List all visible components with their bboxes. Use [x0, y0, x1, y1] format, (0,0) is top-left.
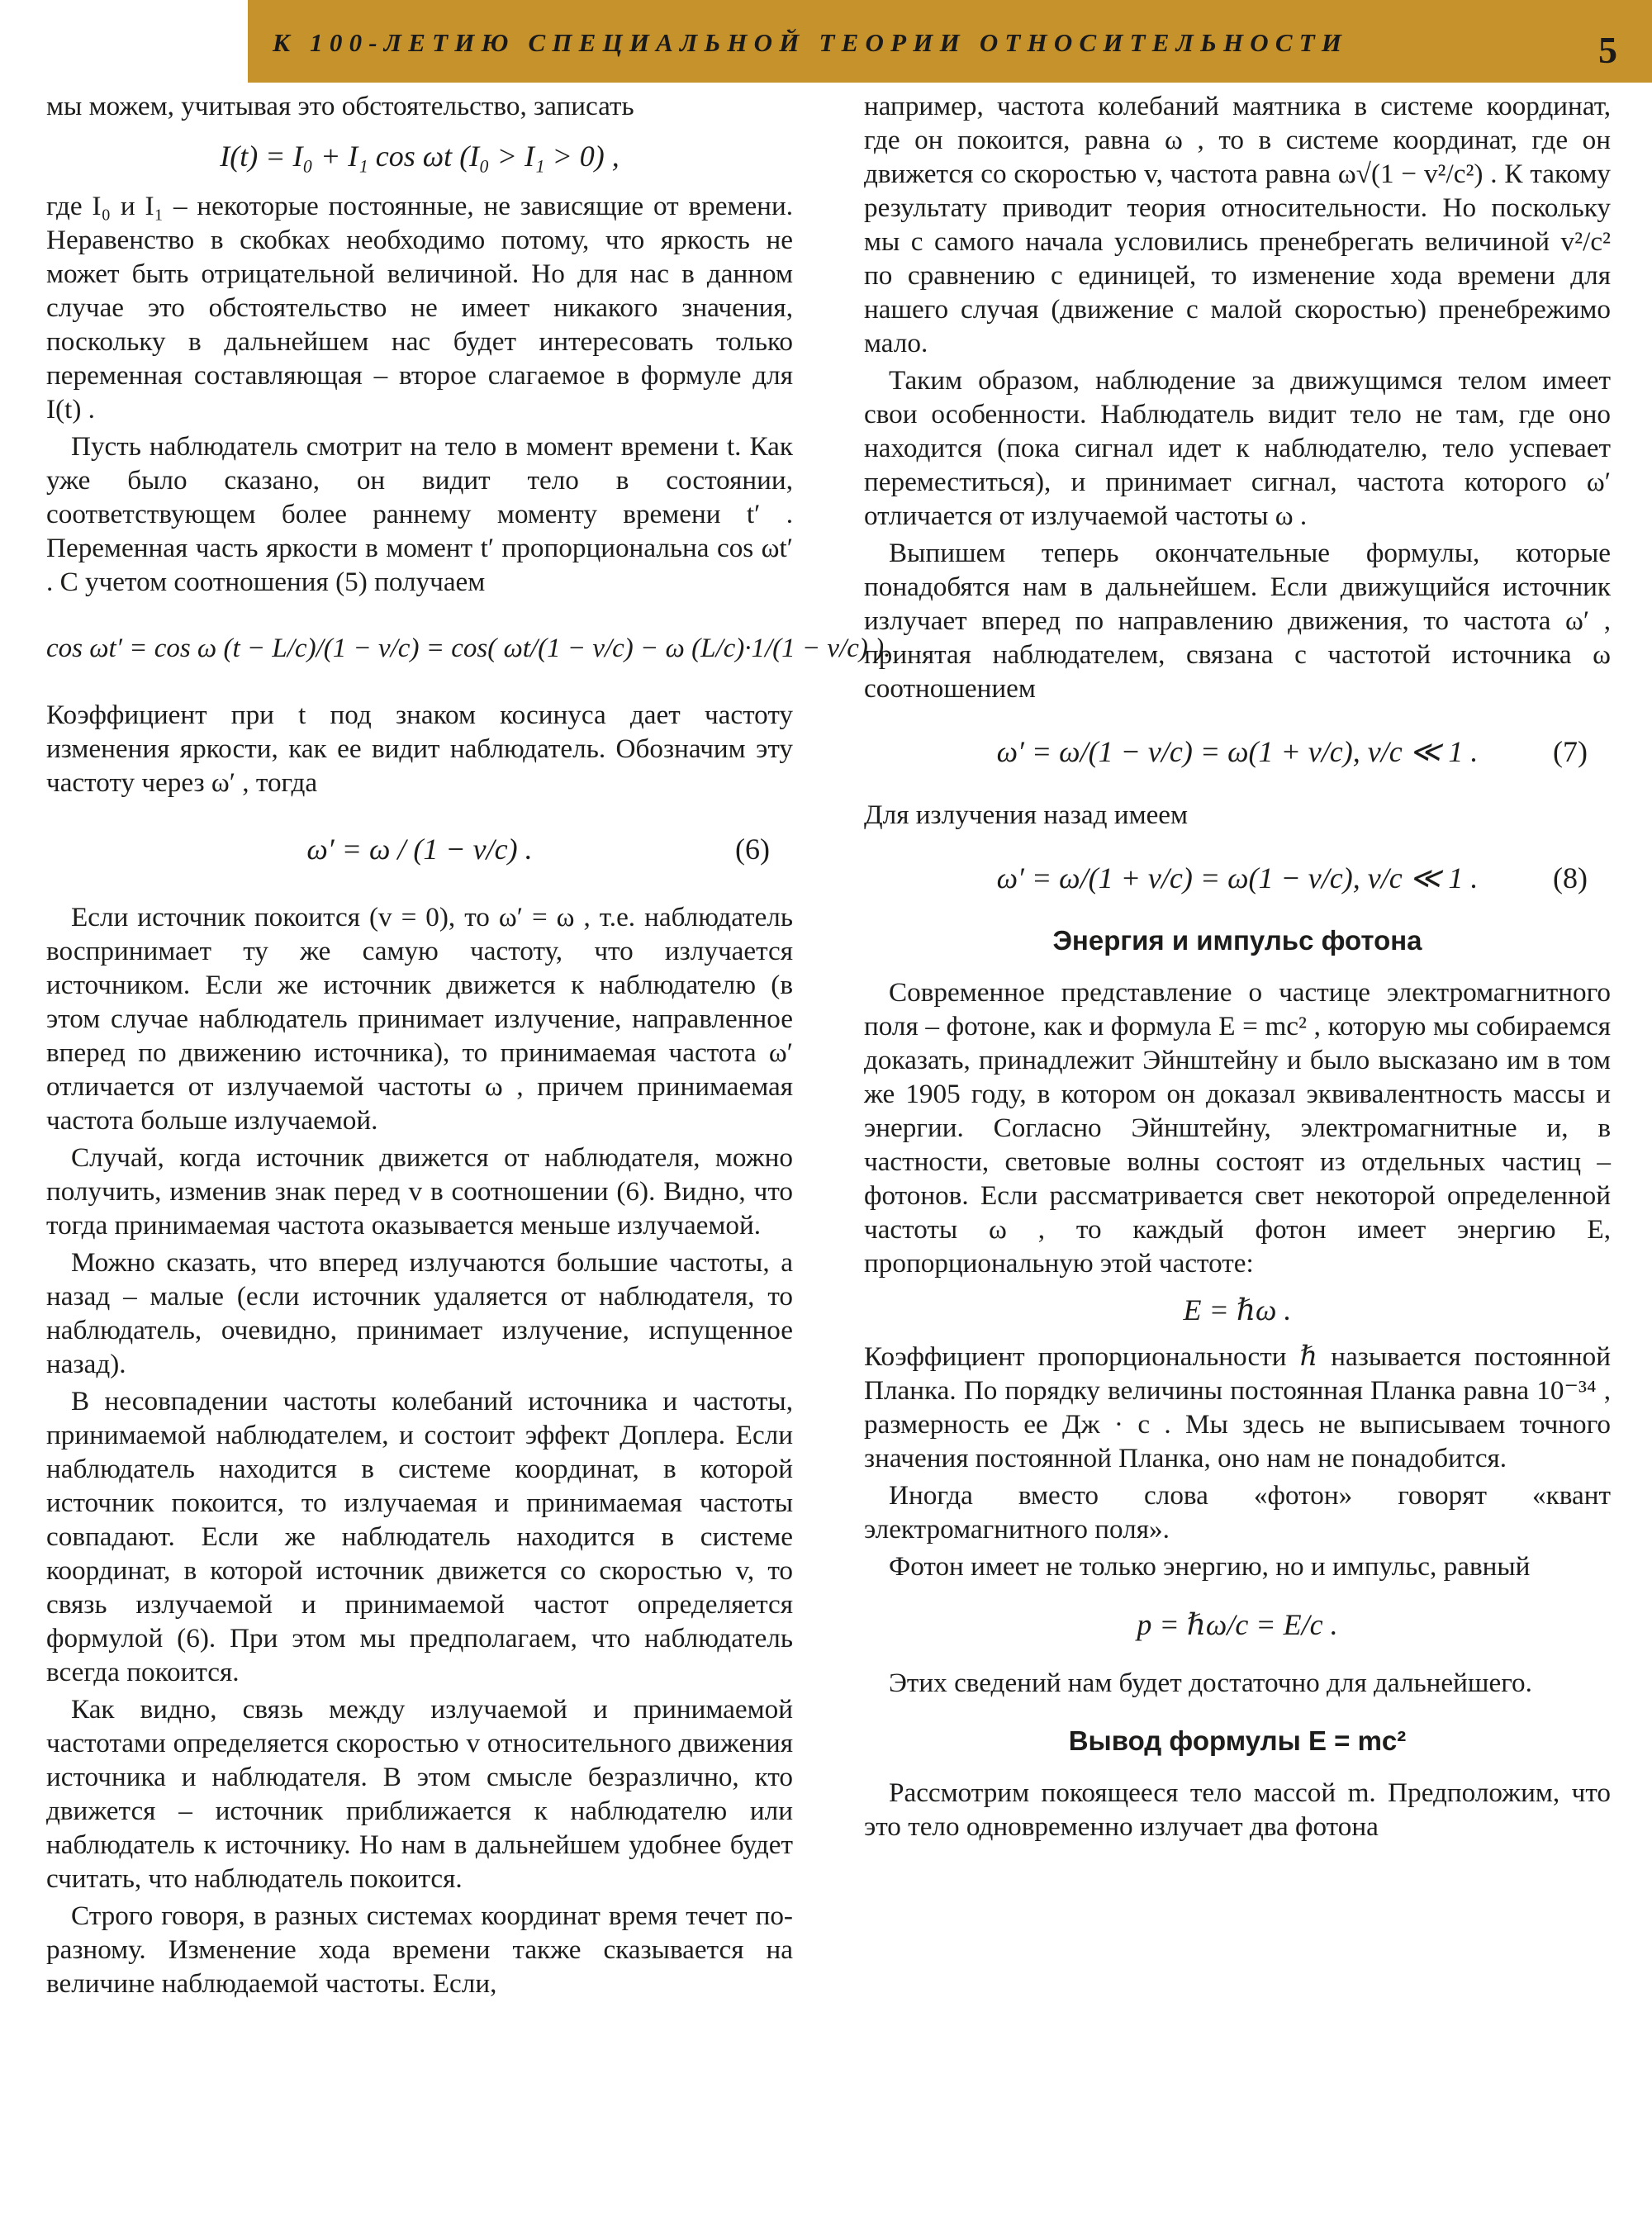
formula-with-number	[864, 733, 1611, 770]
formula: p = ℏω/c = E/c .	[1137, 1608, 1338, 1641]
paragraph: Коэффициент пропорциональности ℏ называется постоянной Планка. По порядку величины постоянная Планка равна 10⁻³⁴ , размерность ее Дж · с . Мы здесь не выписываем точного значения постоянной Планка, оно нам не понадобится.	[864, 1341, 1611, 1473]
paragraph: Иногда вместо слова «фотон» говорят «квант электромагнитного поля».	[864, 1480, 1611, 1545]
paragraph: Для излучения назад имеем	[864, 800, 1189, 830]
paragraph: Этих сведений нам будет достаточно для дальнейшего.	[889, 1668, 1532, 1698]
page-number: 5	[1598, 29, 1617, 71]
section-heading: Вывод формулы E = mc²	[1068, 1725, 1407, 1756]
paragraph: например, частота колебаний маятника в системе координат, где он покоится, равна ω , то в системе координат, где он движется со скоростью v, частота равна ω√(1 − v²/c²) . К такому результату приводит теория относительности. Но поскольку мы с самого начала условились пренебрегать величиной v²/c² по сравнению с единицей, то изменение хода времени для нашего случая (движение с малой скоростью) пренебрежимо мало.	[864, 91, 1611, 358]
paragraph: Можно сказать, что вперед излучаются большие частоты, а назад – малые (если источник удаляется от наблюдателя, то наблюдатель, очевидно, принимает излучение, испущенное назад).	[46, 1247, 793, 1379]
formula: ω′ = ω/(1 + v/c) = ω(1 − v/c), v/c ≪ 1 .	[996, 861, 1479, 894]
paragraph: Таким образом, наблюдение за движущимся телом имеет свои особенности. Наблюдатель видит тело не там, где оно находится (пока сигнал идет к наблюдателю, тело успевает переместиться), и принимает сигнал, частота которого ω′ отличается от излучаемой частоты ω .	[864, 365, 1611, 531]
paragraph: В несовпадении частоты колебаний источника и частоты, принимаемой наблюдателем, и состоит эффект Доплера. Если наблюдатель находится в системе координат, в которой источник покоится, то излучаемая и принимаемая частоты совпадают. Если же наблюдатель находится в системе координат, в которой источник движется со скоростью v, то связь излучаемой и принимаемой частот определяется формулой (6). При этом мы предполагаем, что наблюдатель всегда покоится.	[46, 1386, 793, 1687]
formula: I(t) = I₀ + I₁ cos ωt (I₀ > I₁ > 0) ,	[220, 140, 620, 173]
formula: cos ωt′ = cos ω (t − L/c)/(1 − v/c) = cos( ωt/(1 − v/c) − ω (L/c)·1/(1 − v/c) ).	[46, 633, 891, 663]
formula-with-number	[46, 831, 793, 867]
formula: E = ℏω .	[1183, 1293, 1292, 1326]
left-column	[46, 89, 891, 2000]
paragraph: где I₀ и I₁ – некоторые постоянные, не зависящие от времени. Неравенство в скобках необходимо потому, что яркость не может быть отрицательной величиной. Но для нас в данном случае это обстоятельство не имеет никакого значения, поскольку в дальнейшем нас будет интересовать только переменная составляющая – второе слагаемое в формуле для I(t) .	[46, 191, 793, 425]
paragraph: мы можем, учитывая это обстоятельство, записать	[46, 91, 634, 121]
equation-number: (6)	[735, 833, 770, 866]
formula: ω′ = ω/(1 − v/c) = ω(1 + v/c), v/c ≪ 1 .	[996, 735, 1479, 768]
formula-with-number	[864, 860, 1611, 896]
right-column	[864, 89, 1611, 1844]
paragraph: Пусть наблюдатель смотрит на тело в момент времени t. Как уже было сказано, он видит тело в состоянии, соответствующем более раннему моменту времени t′ . Переменная часть яркости в момент t′ пропорциональна cos ωt′ . С учетом соотношения (5) получаем	[46, 431, 793, 597]
paragraph: Современное представление о частице электромагнитного поля – фотоне, как и формула E = mc² , которую мы собираемся доказать, принадлежит Эйнштейну и было высказано им в том же 1905 году, в котором он доказал эквивалентность массы и энергии. Согласно Эйнштейну, электромагнитные и, в частности, световые волны состоят из отдельных частиц – фотонов. Если рассматривается свет некоторой определенной частоты ω , то каждый фотон имеет энергию E, пропорциональную этой частоте:	[864, 977, 1611, 1279]
paragraph: Как видно, связь между излучаемой и принимаемой частотами определяется скоростью v относительного движения источника и наблюдателя. В этом смысле безразлично, кто движется – источник приближается к наблюдателю или наблюдатель к источнику. Но нам в дальнейшем удобнее будет считать, что наблюдатель покоится.	[46, 1694, 793, 1894]
formula: ω′ = ω / (1 − v/c) .	[306, 833, 533, 866]
paragraph: Рассмотрим покоящееся тело массой m. Предположим, что это тело одновременно излучает два фотона	[864, 1777, 1611, 1842]
paragraph: Случай, когда источник движется от наблюдателя, можно получить, изменив знак перед v в соотношении (6). Видно, что тогда принимаемая частота оказывается меньше излучаемой.	[46, 1142, 793, 1241]
paragraph: Фотон имеет не только энергию, но и импульс, равный	[889, 1551, 1531, 1582]
header-title: К 100-ЛЕТИЮ СПЕЦИАЛЬНОЙ ТЕОРИИ ОТНОСИТЕЛЬНОСТИ	[273, 28, 1349, 57]
paragraph: Если источник покоится (v = 0), то ω′ = ω , т.е. наблюдатель воспринимает ту же самую частоту, что излучается источником. Если же источник движется к наблюдателю (в этом случае наблюдатель принимает излучение, направленное вперед по движению источника), то принимаемая частота ω′ отличается от излучаемой частоты ω , причем принимаемая частота больше излучаемой.	[46, 902, 793, 1136]
paragraph: Коэффициент при t под знаком косинуса дает частоту изменения яркости, как ее видит наблюдатель. Обозначим эту частоту через ω′ , тогда	[46, 700, 793, 798]
section-heading: Энергия и импульс фотона	[1052, 925, 1422, 956]
paragraph: Выпишем теперь окончательные формулы, которые понадобятся нам в дальнейшем. Если движущийся источник излучает вперед по направлению движения, то частота ω′ , принятая наблюдателем, связана с частотой источника ω соотношением	[864, 538, 1611, 704]
equation-number: (8)	[1553, 861, 1588, 894]
paragraph: Строго говоря, в разных системах координат время течет по-разному. Изменение хода времени также сказывается на величине наблюдаемой частоты. Если,	[46, 1900, 793, 1999]
equation-number: (7)	[1553, 735, 1588, 768]
